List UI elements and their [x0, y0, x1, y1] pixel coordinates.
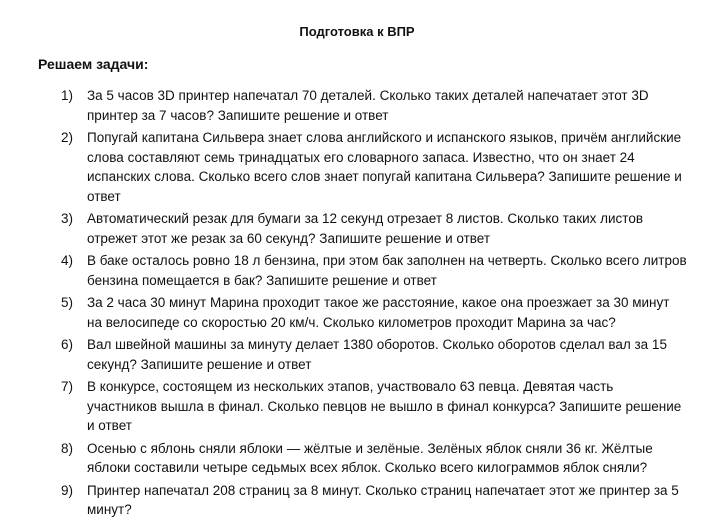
- task-item: [0, 209, 714, 248]
- task-number: 7): [61, 379, 74, 394]
- task-number: 3): [61, 211, 74, 226]
- task-item: [0, 439, 714, 478]
- task-number: 1): [61, 88, 74, 103]
- task-list: [0, 86, 714, 523]
- task-number: 6): [61, 337, 74, 352]
- task-text: Вал швейной машины за минуту делает 1380 оборотов. Сколько оборотов сделал вал за 15 секунд? Запишите решение и ответ: [87, 337, 667, 372]
- task-item: [0, 251, 714, 290]
- task-text: Попугай капитана Сильвера знает слова английского и испанского языков, причём английские слова составляют семь тринадцатых его словарного запаса. Известно, что он знает 24 испанских слова. Сколько всего слов знает попугай капитана Сильвера? Запишите решение и ответ: [87, 130, 682, 204]
- task-text: За 2 часа 30 минут Марина проходит такое же расстояние, какое она проезжает за 30 минут на велосипеде со скоростью 20 км/ч. Сколько километров проходит Марина за час?: [87, 295, 670, 330]
- task-item: [0, 481, 714, 520]
- section-heading: Решаем задачи:: [38, 56, 149, 72]
- task-text: Осенью с яблонь сняли яблоки — жёлтые и зелёные. Зелёных яблок сняли 36 кг. Жёлтые яблоки составили четыре седьмых всех яблок. Сколько всего килограммов яблок сняли?: [87, 440, 653, 475]
- task-item: [0, 86, 714, 125]
- page-title: Подготовка к ВПР: [299, 24, 415, 39]
- task-number: 9): [61, 482, 74, 498]
- task-number: 8): [61, 440, 74, 456]
- task-text: Принтер напечатал 208 страниц за 8 минут. Сколько страниц напечатает этот же принтер за 5 минут?: [87, 482, 679, 517]
- task-text: В баке осталось ровно 18 л бензина, при этом бак заполнен на четверть. Сколько всего литров бензина помещается в бак? Запишите решение и ответ: [87, 253, 687, 288]
- task-text: За 5 часов 3D принтер напечатал 70 деталей. Сколько таких деталей напечатает этот 3D принтер за 7 часов? Запишите решение и ответ: [87, 88, 649, 123]
- task-item: [0, 128, 714, 206]
- task-text: В конкурсе, состоящем из нескольких этапов, участвовало 63 певца. Девятая часть участников вышла в финал. Сколько певцов не вышло в финал конкурса? Запишите решение и ответ: [87, 379, 682, 433]
- task-number: 2): [61, 130, 74, 145]
- task-item: [0, 293, 714, 332]
- task-item: [0, 335, 714, 374]
- task-item: [0, 377, 714, 436]
- task-number: 5): [61, 295, 74, 310]
- task-number: 4): [61, 253, 74, 268]
- task-text: Автоматический резак для бумаги за 12 секунд отрезает 8 листов. Сколько таких листов отрежет этот же резак за 60 секунд? Запишите решение и ответ: [87, 211, 644, 246]
